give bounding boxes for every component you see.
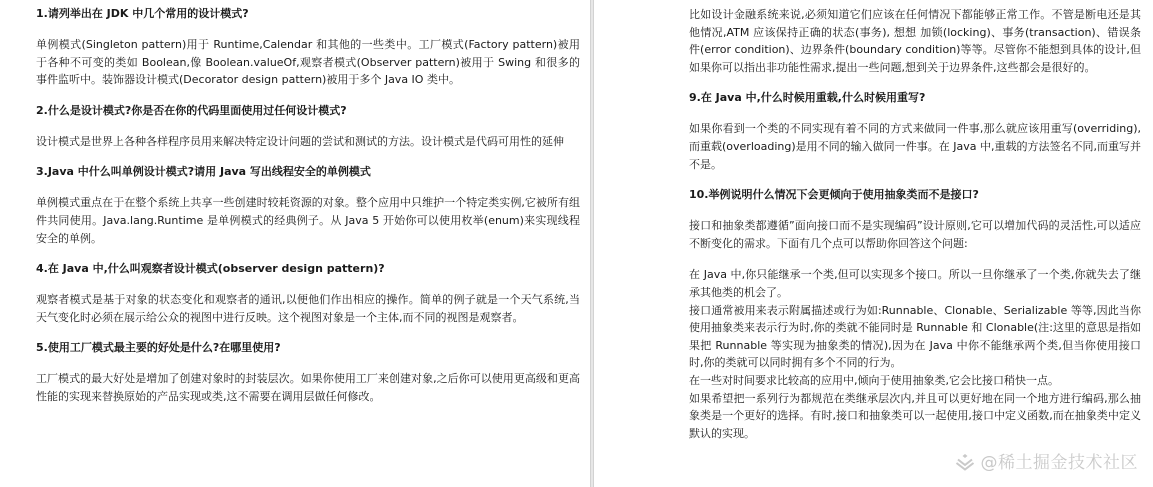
juejin-logo-icon	[955, 451, 975, 471]
page-right	[594, 0, 1153, 487]
watermark	[955, 448, 1139, 473]
question-1-heading: 1.请列举出在 JDK 中几个常用的设计模式?	[36, 7, 249, 20]
answer-10-point-performance: 在一些对时间要求比较高的应用中,倾向于使用抽象类,它会比接口稍快一点。	[689, 373, 1059, 387]
answer-8-continued-text: 比如设计金融系统来说,必须知道它们应该在任何情况下都能够正常工作。不管是断电还是其他情况,ATM 应该保持正确的状态(事务), 想想 加锁(locking)、事务(transaction)、错误条件(error condition)、边界条件(boundary condition)等等。尽管你不能想到具体的设计,但如果你可以指出非功能性需求,提出一些问题,想到关于边界条件,这些都会是很好的。	[689, 8, 1141, 74]
answer-9-text: 如果你看到一个类的不同实现有着不同的方式来做同一件事,那么就应该用重写(overriding),而重载(overloading)是用不同的输入做同一件事。在 Java 中,重载的方法签名不同,而重写并不是。	[689, 122, 1141, 171]
question-4-heading: 4.在 Java 中,什么叫观察者设计模式(observer design pattern)?	[36, 262, 385, 276]
answer-10-point-hierarchy: 如果希望把一系列行为都规范在类继承层次内,并且可以更好地在同一个地方进行编码,那么抽象类是一个更好的选择。有时,接口和抽象类可以一起使用,接口中定义函数,而在抽象类中定义默认的实现。	[689, 391, 1141, 440]
question-9-heading: 9.在 Java 中,什么时候用重载,什么时候用重写?	[689, 91, 926, 105]
question-2-heading: 2.什么是设计模式?你是否在你的代码里面使用过任何设计模式?	[36, 103, 347, 117]
answer-4-text: 观察者模式是基于对象的状态变化和观察者的通讯,以便他们作出相应的操作。简单的例子就是一个天气系统,当天气变化时必须在展示给公众的视图中进行反映。这个视图对象是一个主体,而不同的视图是观察者。	[36, 293, 580, 324]
answer-1-text: 单例模式(Singleton pattern)用于 Runtime,Calendar 和其他的一些类中。工厂模式(Factory pattern)被用于各种不可变的类如 Boolean,像 Boolean.valueOf,观察者模式(Observer pattern)被用于 Swing 和很多的事件监听中。装饰器设计模式(Decorator design pattern)被用于多个 Java IO 类中。	[36, 38, 580, 87]
watermark-text: @稀土掘金技术社区	[980, 453, 1138, 473]
answer-10-intro-text: 接口和抽象类都遵循”面向接口而不是实现编码”设计原则,它可以增加代码的灵活性,可以适应不断变化的需求。下面有几个点可以帮助你回答这个问题:	[689, 219, 1141, 250]
answer-10-point-inheritance: 在 Java 中,你只能继承一个类,但可以实现多个接口。所以一旦你继承了一个类,你就失去了继承其他类的机会了。	[689, 268, 1141, 299]
answer-2-text: 设计模式是世界上各种各样程序员用来解决特定设计问题的尝试和测试的方法。设计模式是代码可用性的延伸	[36, 134, 564, 148]
answer-3-text: 单例模式重点在于在整个系统上共享一些创建时较耗资源的对象。整个应用中只维护一个特定类实例,它被所有组件共同使用。Java.lang.Runtime 是单例模式的经典例子。从 Java 5 开始你可以使用枚举(enum)来实现线程安全的单例。	[36, 196, 580, 245]
answer-10-point-behavior: 接口通常被用来表示附属描述或行为如:Runnable、Clonable、Serializable 等等,因此当你使用抽象类来表示行为时,你的类就不能同时是 Runnable 和 Clonable(注:这里的意思是指如果把 Runnable 等实现为抽象类的情况),因为在 Java 中你不能继承两个类,但当你使用接口时,你的类就可以同时拥有多个不同的行为。	[689, 303, 1141, 370]
answer-5-text: 工厂模式的最大好处是增加了创建对象时的封装层次。如果你使用工厂来创建对象,之后你可以使用更高级和更高性能的实现来替换原始的产品实现或类,这不需要在调用层做任何修改。	[36, 372, 580, 403]
question-3-heading: 3.Java 中什么叫单例设计模式?请用 Java 写出线程安全的单例模式	[36, 165, 371, 179]
question-5-heading: 5.使用工厂模式最主要的好处是什么?在哪里使用?	[36, 341, 281, 355]
question-10-heading: 10.举例说明什么情况下会更倾向于使用抽象类而不是接口?	[689, 188, 979, 202]
